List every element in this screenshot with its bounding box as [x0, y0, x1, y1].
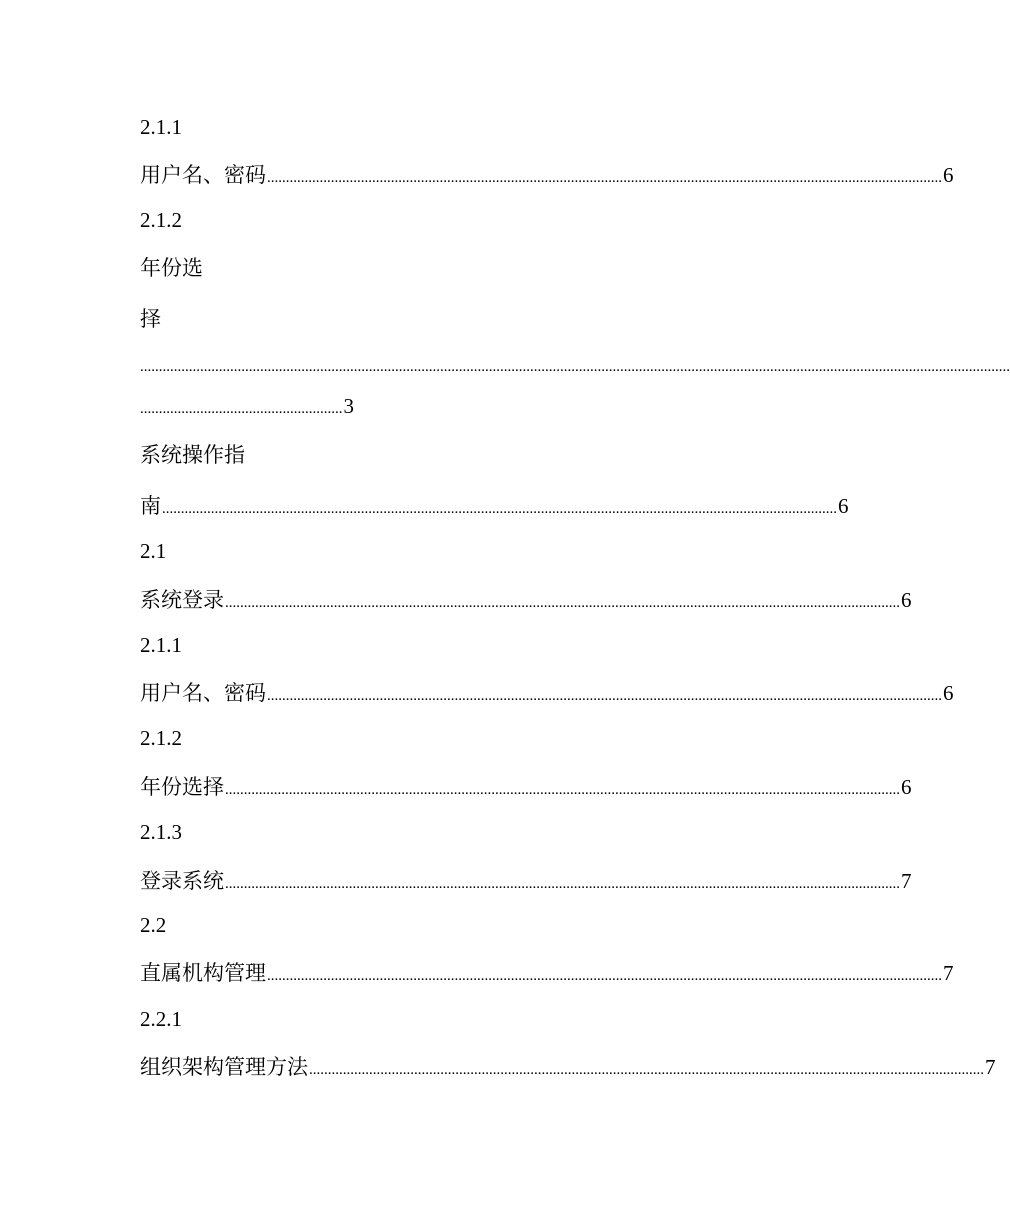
dot-leader: ....................................................................................................................................................................................	[267, 688, 942, 704]
toc-entry	[140, 680, 954, 706]
toc-entry-title: 年份选择	[140, 775, 224, 799]
toc-section-number: 2.2.1	[140, 1007, 182, 1031]
toc-entry-title: 用户名、密码	[140, 163, 266, 187]
dot-leader: ....................................................................................................................................................................................	[225, 876, 900, 892]
toc-entry-title: 系统登录	[140, 588, 224, 612]
toc-section-number: 2.2	[140, 913, 167, 937]
toc-entry-title: 直属机构管理	[140, 961, 266, 985]
toc-entry-title: 组织架构管理方法	[140, 1055, 308, 1079]
dot-leader: ......................................................	[140, 401, 343, 417]
toc-page-number: 7	[901, 869, 912, 893]
toc-page-number: 7	[943, 961, 954, 985]
toc-entry-title: 南	[140, 494, 161, 518]
toc-page-number: 6	[901, 775, 912, 799]
toc-page-number: 7	[985, 1055, 996, 1079]
toc-entry	[140, 493, 849, 519]
toc-page-number: 6	[943, 681, 954, 705]
dot-leader: ....................................................................................................................................................................................	[225, 595, 900, 611]
toc-entry	[140, 393, 354, 419]
toc-entry	[140, 1054, 996, 1080]
toc-page-number: 3	[343, 394, 354, 418]
toc-page-number: 6	[838, 494, 849, 518]
toc-entry-title: 用户名、密码	[140, 681, 266, 705]
toc-entry	[140, 587, 912, 613]
toc-entry	[140, 868, 912, 894]
toc-entry	[140, 960, 954, 986]
dot-leader: ....................................................................................................................................................................................	[267, 968, 942, 984]
toc-section-number: 2.1.3	[140, 820, 182, 844]
dot-leader: ....................................................................................................................................................................................	[225, 782, 900, 798]
dot-leader: ........................................................................................................................................................................................................................................	[140, 359, 1010, 375]
toc-section-number: 2.1.1	[140, 115, 182, 139]
toc-section-number: 2.1.2	[140, 208, 182, 232]
toc-page-number: 6	[901, 588, 912, 612]
toc-section-number: 2.1.1	[140, 633, 182, 657]
toc-entry	[140, 162, 954, 188]
dot-leader: ....................................................................................................................................................................................	[267, 170, 942, 186]
toc-entry-title: 择	[140, 307, 161, 331]
toc-entry-title: 年份选	[140, 256, 203, 280]
dot-leader: ....................................................................................................................................................................................	[309, 1062, 984, 1078]
toc-entry-title: 系统操作指	[140, 443, 245, 467]
toc-entry-title: 登录系统	[140, 869, 224, 893]
toc-section-number: 2.1	[140, 539, 167, 563]
toc-section-number: 2.1.2	[140, 726, 182, 750]
toc-entry	[140, 774, 912, 800]
dot-leader: ....................................................................................................................................................................................	[162, 501, 837, 517]
toc-page-number: 6	[943, 163, 954, 187]
